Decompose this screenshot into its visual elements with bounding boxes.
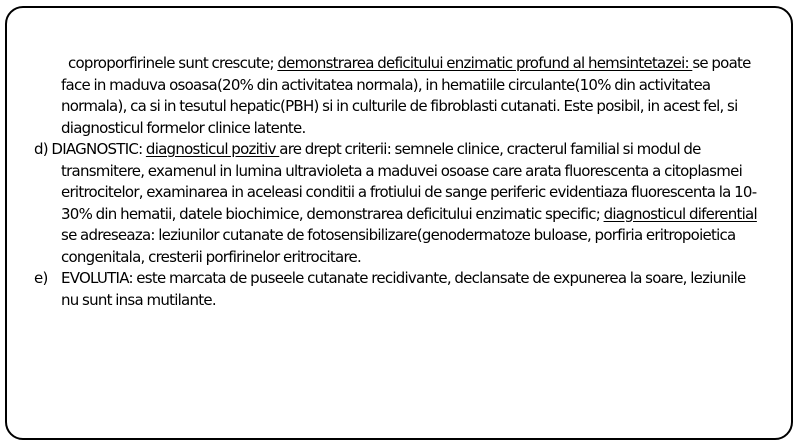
underlined-heading-positive-diagnosis: diagnosticul pozitiv [145,140,280,158]
slide-body [34,53,764,311]
text-run: EVOLUTIA: este marcata de puseele cutanate recidivante, declansate de expunerea la soare, leziunile nu sunt insa mutilante. [61,269,746,309]
underlined-heading-differential-diagnosis: diagnosticul diferential [603,204,757,223]
paragraph-evolution [34,268,764,311]
underlined-heading-enzyme-deficit: demonstrarea deficitului enzimatic profund al hemsintetazei: [277,54,693,72]
paragraph-diagnostic [34,139,764,268]
section-label-e: e) [34,269,48,287]
text-run: se adreseaza: leziunilor cutanate de fotosensibilizare(genodermatoze buloase, porfiria eritropoietica congenitala, cresterii porfirinelor eritrocitare. [61,226,736,266]
section-label-d: d) DIAGNOSTIC: [34,140,146,158]
text-run: coproporfirinele sunt crescute; [68,54,278,72]
text-run: se poate face in maduva osoasa(20% din activitatea normala), in hematiile circulante(10% din activitatea normala), ca si in tesutul hepatic(PBH) si in culturile de fibroblasti cutanati. Este posibil, in acest fel, si diagnosticul formelor clinice latente. [61,54,751,137]
paragraph-lab-findings [34,53,764,139]
text-run: are drept criterii: semnele clinice, cracterul familial si modul de transmitere, examenul in lumina ultravioleta a maduvei osoase care arata fluorescenta a citoplasmei eritrocitelor, examinarea in aceleasi conditii a frotiului de sange periferic evidentiaza fluorescenta la 10-30% din hematii, datele biochimice, demonstrarea deficitului enzimatic specific; [61,140,757,223]
